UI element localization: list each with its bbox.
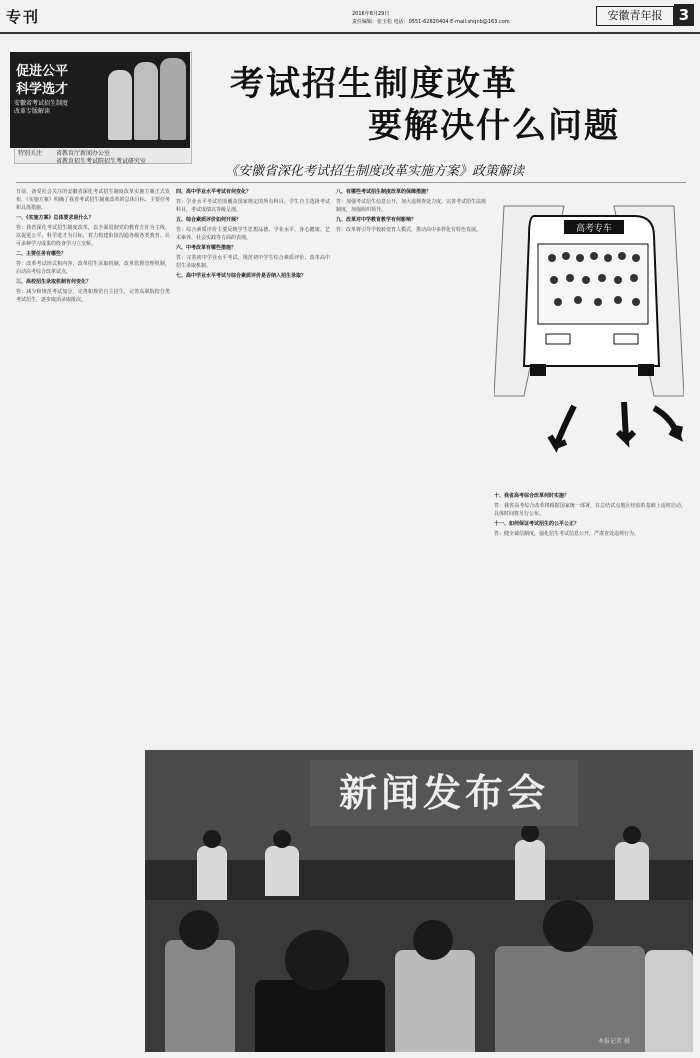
person-figure — [285, 930, 349, 990]
person-figure — [623, 826, 641, 844]
person-figure — [255, 980, 385, 1052]
paragraph: 答：改革考试形式和内容，改革招生录取机制，改革监督管理机制，启动高考综合改革试点。 — [16, 261, 170, 275]
person-figure — [543, 900, 593, 952]
paragraph: 答：加强考试招生信息公开，加大违规查处力度，完善考试招生法规制度，加强组织领导。 — [336, 199, 486, 213]
article-column-1 — [16, 188, 170, 744]
promo-caption: 省教育招生考试院招生考试研究室 — [56, 158, 147, 165]
paragraph: 答：我省深化考试招生制度改革，以全面贯彻党的教育方针为主线，以促进公平、科学选才为目标，着力构建衔接沟通各级各类教育、认可多种学习成果的终身学习立交桥。 — [16, 225, 170, 247]
person-figure — [179, 910, 219, 950]
article-column-2 — [176, 188, 330, 744]
question-heading: 九、改革对中学教育教学有何影响？ — [336, 217, 417, 223]
person-figure — [413, 920, 453, 960]
person-figure — [645, 950, 693, 1052]
page-number: 3 — [674, 4, 694, 26]
person-figure — [160, 58, 186, 140]
photo-credit: 本报记者 摄 — [598, 1038, 630, 1045]
promo-title-1: 促进公平 — [16, 64, 69, 79]
question-heading: 五、综合素质评价如何开展？ — [176, 217, 242, 223]
promo-caption: 省教育厅新闻办公室 — [56, 150, 111, 157]
paragraph: 答：减少和规范考试加分，完善和规范自主招生，完善高职院校分类考试招生，逐步取消录取批次。 — [16, 289, 170, 303]
question-heading: 一、《实施方案》总体要求是什么？ — [16, 215, 94, 221]
headline-line-1: 考试招生制度改革 — [230, 64, 518, 104]
paragraph: 答：综合素质评价主要反映学生思想品德、学业水平、身心健康、艺术素养、社会实践等方面的表现。 — [176, 227, 330, 241]
press-banner: 新闻发布会 — [310, 760, 578, 826]
person-figure — [108, 70, 132, 140]
promo-tag: 特别关注 — [18, 150, 43, 157]
page-header — [0, 0, 700, 34]
article-column-3 — [336, 188, 486, 744]
paragraph: 答：学业水平考试范围覆盖国家规定的所有科目，学生自主选择考试科目，考试成绩以等级呈现。 — [176, 199, 330, 213]
divider — [16, 182, 686, 183]
promo-title-2: 科学选才 — [16, 82, 69, 97]
person-figure — [395, 950, 475, 1052]
question-heading: 十、我省高考综合改革何时实施？ — [494, 493, 570, 499]
question-heading: 十一、如何保证考试招生的公平公正？ — [494, 521, 580, 527]
person-figure — [203, 830, 221, 848]
question-heading: 三、高校招生录取机制有何变化？ — [16, 279, 92, 285]
section-label: 专刊 — [6, 8, 41, 26]
person-figure — [515, 840, 545, 900]
newspaper-name: 安徽青年报 — [596, 6, 674, 26]
person-figure — [615, 842, 649, 902]
person-figure — [265, 846, 299, 896]
paragraph: 答：改革将引导学校转变育人模式，推动高中多样化有特色发展。 — [336, 227, 482, 233]
bus-sign-text: 高考专车 — [575, 224, 613, 234]
question-heading: 八、有哪些考试招生制度改革的保障措施？ — [336, 189, 432, 195]
question-heading: 四、高中学业水平考试有何变化？ — [176, 189, 252, 195]
article-column-4 — [494, 492, 686, 744]
question-heading: 二、主要任务有哪些？ — [16, 251, 67, 257]
paragraph: 日前，备受社会关注的安徽省深化考试招生制度改革实施方案正式发布，《实施方案》明确了我省考试招生制度改革的总体目标、主要任务和具体措施。 — [16, 189, 170, 211]
paragraph: 答：完善初中学业水平考试，规范初中学生综合素质评价，改革高中招生录取机制。 — [176, 255, 330, 269]
promo-subtitle: 安徽省考试招生制度改革专版解读 — [14, 100, 69, 115]
person-figure — [521, 824, 539, 842]
person-figure — [165, 940, 235, 1052]
editor-contact: 责任编辑：张玉松 电话：0551-62820404 E-mail:shqnb@163.com — [352, 19, 510, 25]
person-figure — [273, 830, 291, 848]
paragraph: 答：我省高考综合改革将根据国家统一部署，在总结试点地区经验的基础上适时启动，具体时间将另行公布。 — [494, 503, 686, 517]
headline-subtitle: 《安徽省深化考试招生制度改革实施方案》政策解读 — [225, 164, 525, 179]
issue-date: 2016年8月29日 — [352, 11, 390, 17]
question-heading: 六、中考改革有哪些措施？ — [176, 245, 237, 251]
person-figure — [134, 62, 158, 140]
bus-cartoon — [494, 196, 684, 456]
person-figure — [197, 846, 227, 906]
question-heading: 七、高中学业水平考试与综合素质评价是否纳入招生录取？ — [176, 273, 307, 279]
headline-line-2: 要解决什么问题 — [368, 106, 620, 146]
paragraph: 答：健全诚信制度，强化招生考试信息公开，严肃查处违规行为。 — [494, 531, 640, 537]
